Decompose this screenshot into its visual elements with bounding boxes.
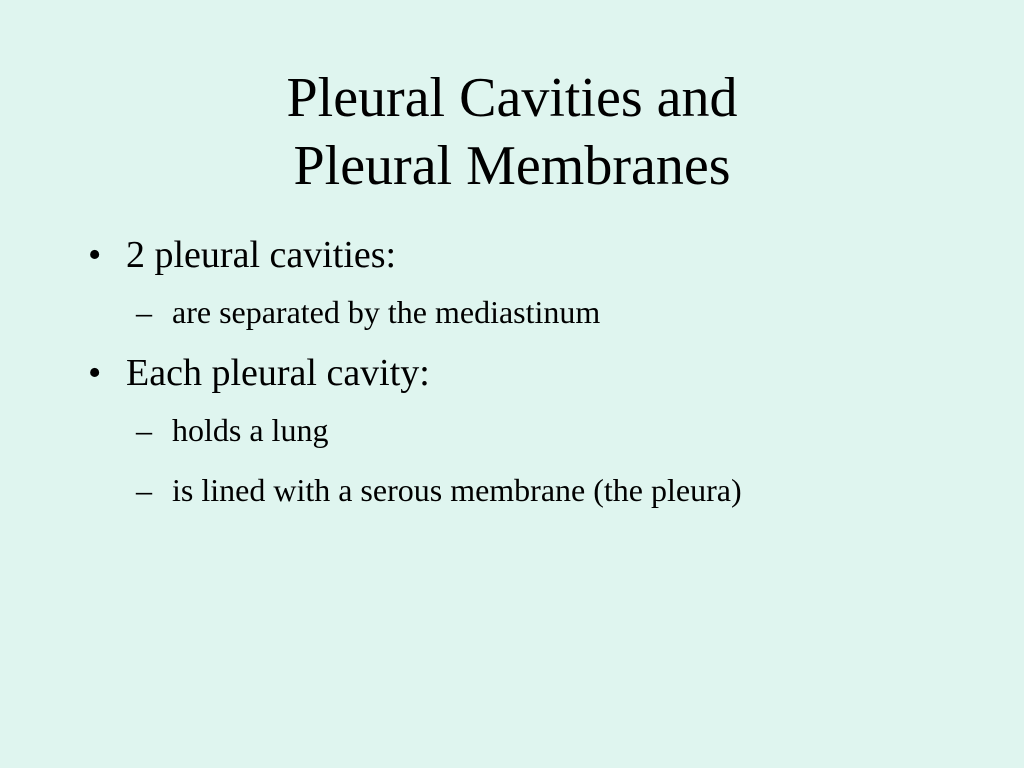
- bullet-mark: •: [88, 352, 102, 394]
- dash-mark: –: [136, 294, 152, 330]
- bullet-text: 2 pleural cavities:: [126, 234, 397, 276]
- bullet-mark: •: [88, 234, 102, 276]
- sub-text: is lined with a serous membrane (the pleura): [172, 472, 742, 508]
- bullet-item: [82, 350, 982, 396]
- sub-item: [82, 410, 982, 450]
- sub-text: are separated by the mediastinum: [172, 294, 601, 330]
- sub-text: holds a lung: [172, 412, 329, 448]
- bullet-item: [82, 232, 982, 278]
- bullet-text: Each pleural cavity:: [126, 352, 430, 394]
- dash-mark: –: [136, 472, 152, 508]
- slide-content: [82, 232, 982, 510]
- sub-item: [82, 470, 982, 510]
- title-line-1: Pleural Cavities and: [286, 67, 738, 129]
- dash-mark: –: [136, 412, 152, 448]
- sub-list: [82, 292, 982, 332]
- slide-title: [0, 64, 1024, 200]
- sub-list: [82, 410, 982, 510]
- sub-item: [82, 292, 982, 332]
- title-line-2: Pleural Membranes: [293, 135, 731, 197]
